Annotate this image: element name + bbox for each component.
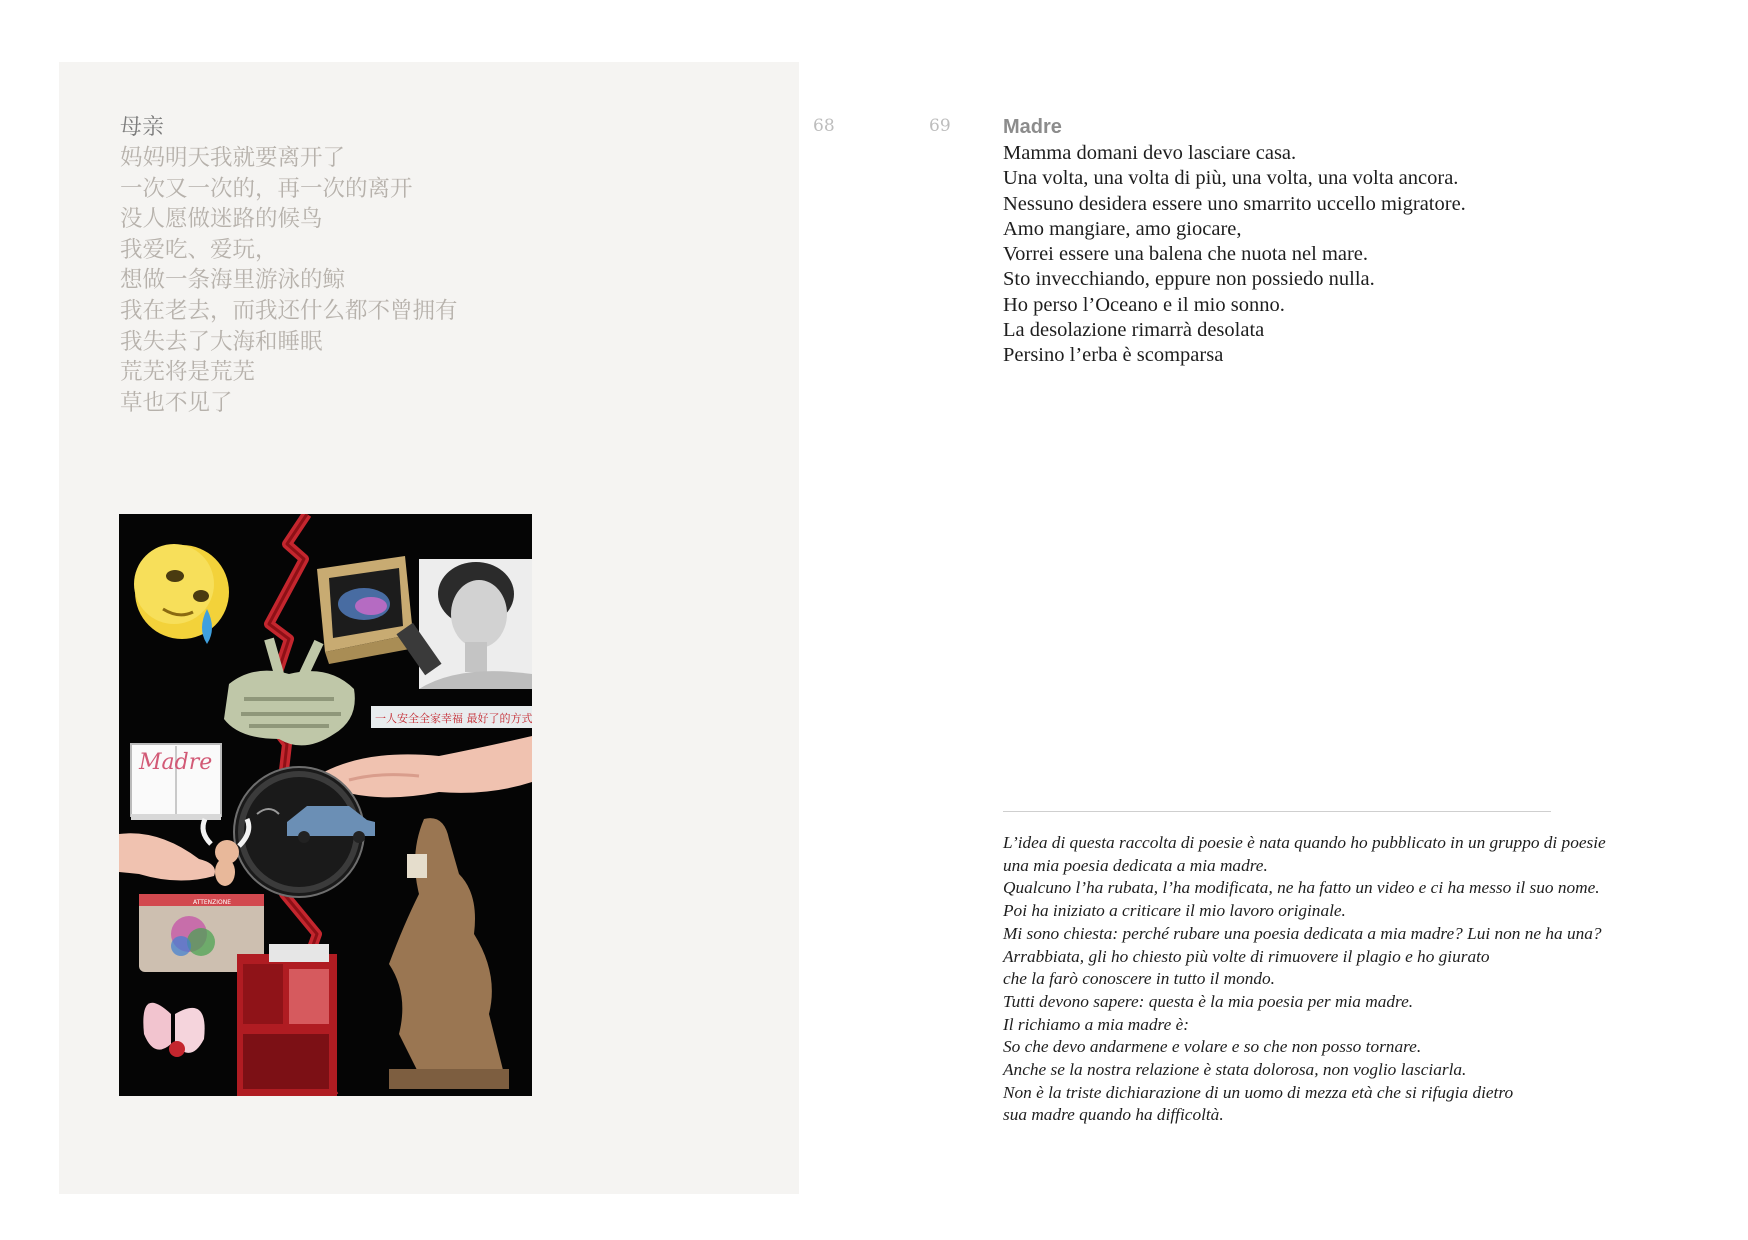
book-text: Madre	[139, 750, 213, 775]
sign-text: ATTENZIONE	[193, 899, 232, 906]
author-note-line: Mi sono chiesta: perché rubare una poesia dedicata a mia madre? Lui non ne ha una?	[1003, 923, 1602, 943]
author-note-line: Il richiamo a mia madre è:	[1003, 1014, 1190, 1034]
italian-poem-line: Amo mangiare, amo giocare,	[1003, 217, 1242, 240]
chinese-poem-line: 草也不见了	[120, 389, 233, 416]
author-note-line: Poi ha iniziato a criticare il mio lavoro originale.	[1003, 901, 1346, 921]
italian-poem-line: Ho perso l’Oceano e il mio sonno.	[1003, 293, 1285, 316]
italian-poem-title: Madre	[1003, 116, 1062, 138]
author-note-line: So che devo andarmene e volare e so che non posso tornare.	[1003, 1037, 1422, 1057]
page-number-right: 69	[929, 116, 951, 136]
author-note-line: Qualcuno l’ha rubata, l’ha modificata, ne ha fatto un video e ci ha messo il suo nome.	[1003, 878, 1600, 898]
italian-poem-line: Una volta, una volta di più, una volta, una volta ancora.	[1003, 167, 1459, 190]
author-note-line: Tutti devono sapere: questa è la mia poesia per mia madre.	[1003, 991, 1414, 1011]
posters-icon	[237, 944, 337, 1096]
chinese-poem-line: 一次又一次的，再一次的离开	[120, 175, 413, 202]
section-divider	[1003, 811, 1551, 812]
author-note-line: Arrabbiata, gli ho chiesto più volte di rimuovere il plagio e ho giurato	[1003, 946, 1490, 966]
chinese-poem-line: 荒芜将是荒芜	[120, 359, 256, 386]
chinese-poem-line: 我在老去，而我还什么都不曾拥有	[120, 297, 458, 324]
italian-poem-body	[1003, 141, 1466, 369]
chinese-poem-line: 想做一条海里游泳的鲸	[120, 267, 346, 294]
author-note-line: sua madre quando ha difficoltà.	[1003, 1105, 1224, 1125]
chinese-poem-body	[120, 143, 458, 418]
italian-poem-line: Vorrei essere una balena che nuota nel mare.	[1003, 243, 1369, 266]
chinese-poem-line: 妈妈明天我就要离开了	[120, 145, 346, 171]
author-note	[1003, 832, 1703, 1127]
italian-poem-line: Mamma domani devo lasciare casa.	[1003, 142, 1297, 164]
chinese-poem-line: 没人愿做迷路的候鸟	[120, 206, 323, 233]
chinese-banner-icon	[371, 706, 532, 728]
page-number-left: 68	[813, 116, 835, 136]
collage-artwork	[119, 514, 532, 1096]
author-note-line: una mia poesia dedicata a mia madre.	[1003, 855, 1268, 875]
open-book-icon	[131, 744, 221, 820]
author-note-line: Non è la triste dichiarazione di un uomo di mezza età che si rifugia dietro	[1003, 1082, 1514, 1102]
chinese-poem-line: 我失去了大海和睡眠	[120, 328, 323, 355]
author-note-line: che la farò conoscere in tutto il mondo.	[1003, 969, 1275, 989]
author-note-line: Anche se la nostra relazione è stata dolorosa, non voglio lasciarla.	[1003, 1060, 1467, 1080]
author-note-line: L’idea di questa raccolta di poesie è nata quando ho pubblicato in un gruppo di poesie	[1003, 833, 1606, 852]
italian-poem-line: La desolazione rimarrà desolata	[1003, 319, 1265, 342]
italian-poem-line: Nessuno desidera essere uno smarrito uccello migratore.	[1003, 192, 1466, 215]
italian-poem-line: Persino l’erba è scomparsa	[1003, 344, 1224, 367]
banner-text: 一人安全全家幸福 最好了的方式	[375, 712, 532, 725]
retro-computer-icon	[317, 556, 415, 664]
chinese-poem-line: 我爱吃、爱玩，	[120, 236, 278, 263]
chinese-poem-title: 母亲	[120, 115, 165, 140]
italian-poem-line: Sto invecchiando, eppure non possiedo nulla.	[1003, 268, 1375, 291]
